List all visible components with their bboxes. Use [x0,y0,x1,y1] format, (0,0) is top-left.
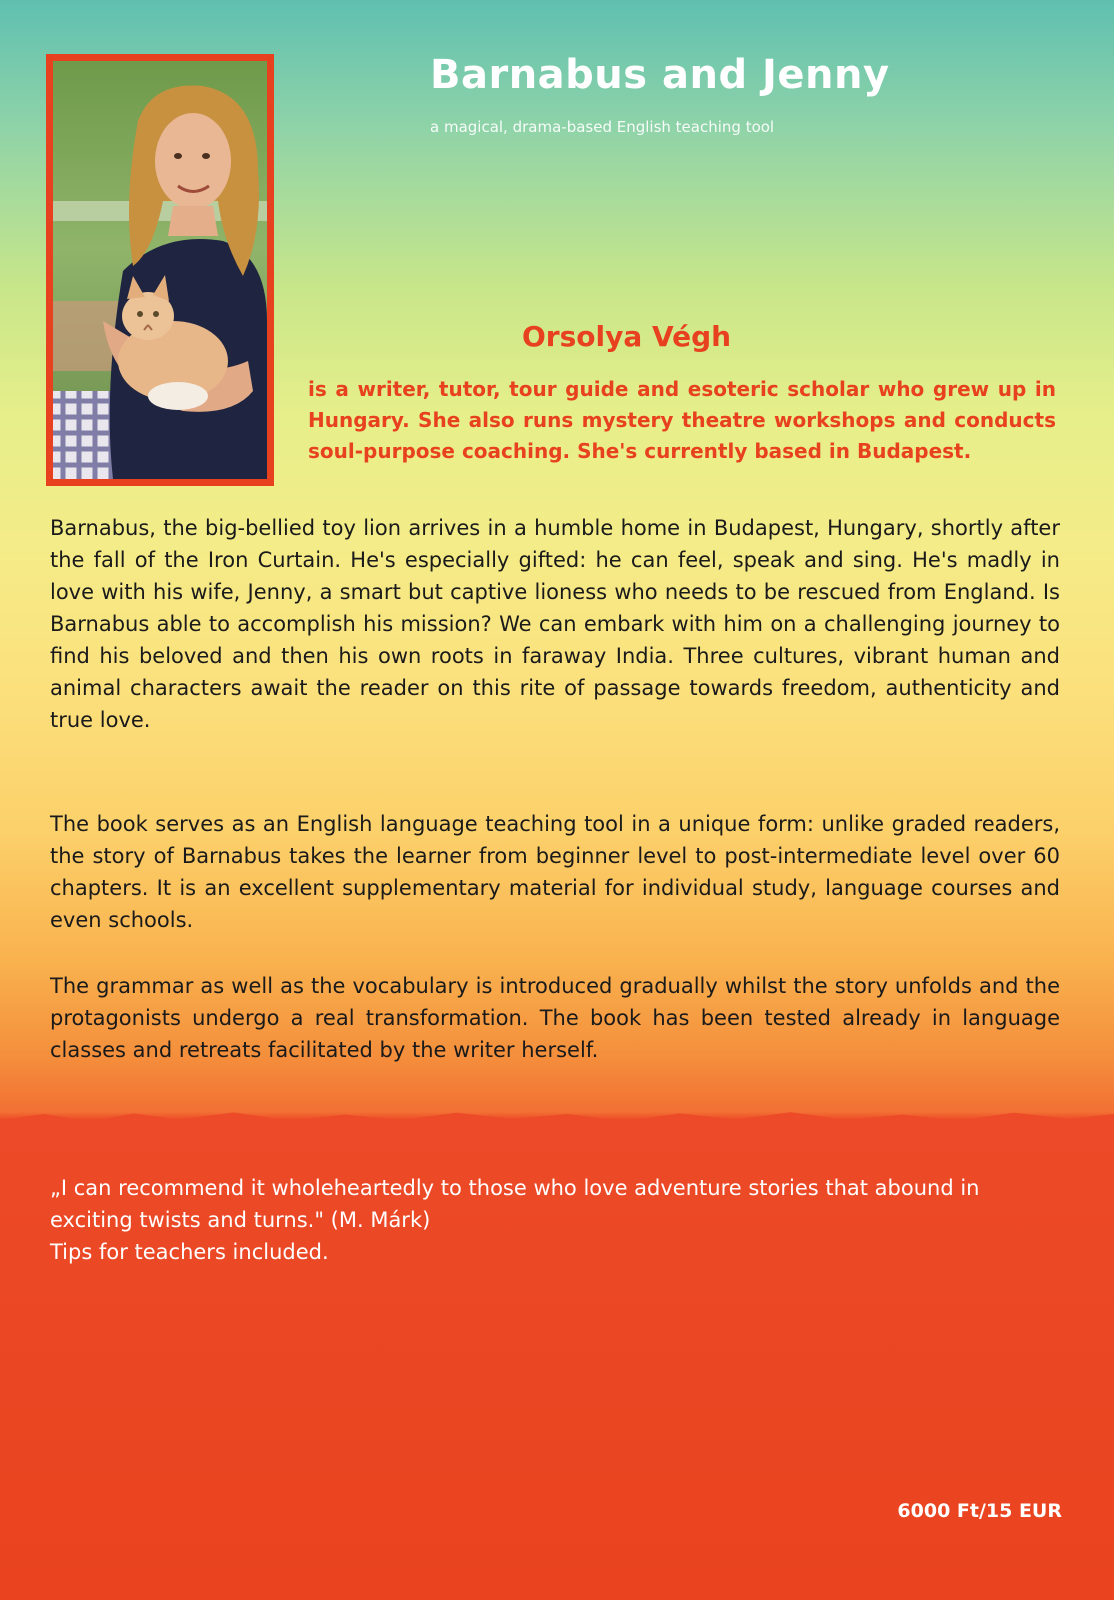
author-name: Orsolya Végh [522,320,732,353]
torn-paper-edge [0,1108,1114,1138]
teaching-tool-paragraph: The book serves as an English language teaching tool in a unique form: unlike graded readers, the story of Barnabus takes the learner from beginner level to post-intermediate level over 60 chapters. It is an excellent supplementary material for individual study, language courses and even schools. [50,812,1060,932]
book-title: Barnabus and Jenny [430,52,890,98]
author-photo-with-cat-icon [53,61,267,479]
tips-note: Tips for teachers included. [50,1240,329,1264]
grammar-paragraph: The grammar as well as the vocabulary is introduced gradually whilst the story unfolds and the protagonists undergo a real transformation. The book has been tested already in language classes and retreats facilitated by the writer herself. [50,974,1060,1062]
synopsis-paragraph: Barnabus, the big-bellied toy lion arrives in a humble home in Budapest, Hungary, shortly after the fall of the Iron Curtain. He's especially gifted: he can feel, speak and sing. He's madly in love with his wife, Jenny, a smart but captive lioness who needs to be rescued from England. Is Barnabus able to accomplish his mission? We can embark with him on a challenging journey to find his beloved and then his own roots in faraway India. Three cultures, vibrant human and animal characters await the reader on this rite of passage towards freedom, authenticity and true love. [50,516,1060,732]
book-subtitle: a magical, drama-based English teaching tool [430,118,775,136]
author-photo-frame [46,54,274,486]
author-bio: is a writer, tutor, tour guide and esoteric scholar who grew up in Hungary. She also runs mystery theatre workshops and conducts soul-purpose coaching. She's currently based in Budapest. [308,377,1056,463]
price-label: 6000 Ft/15 EUR [897,1500,1062,1522]
review-quote: „I can recommend it wholeheartedly to those who love adventure stories that abound in exciting twists and turns." (M. Márk) [50,1176,980,1232]
